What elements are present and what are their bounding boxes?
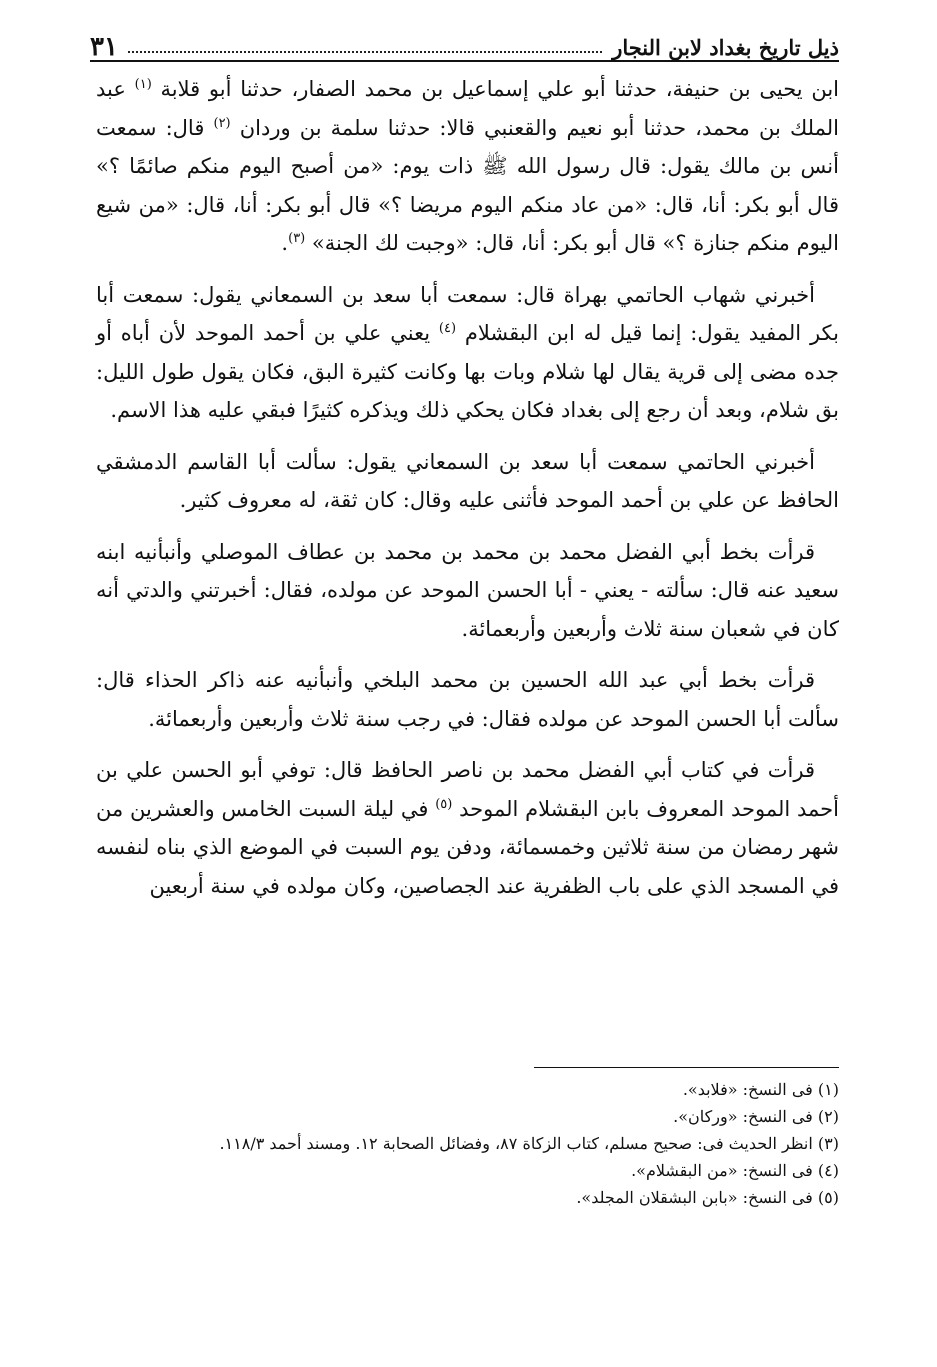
leader-dots xyxy=(128,51,602,53)
page-number: ٣١ xyxy=(90,32,118,62)
text-run: قال: سمعت أنس بن مالك يقول: قال رسول الله ﷺ ذات يوم: «من أصبح اليوم منكم صائمًا ؟» قال أبو بكر: أنا، قال: «من عاد منكم اليوم مريضا ؟» قال أبو بكر: أنا، قال: «من شيع اليوم منكم جنازة ؟» قال أبو بكر: أنا، قال: «وجبت لك الجنة» xyxy=(96,115,839,255)
footnote-marker: (٤) xyxy=(438,321,457,336)
text-run: يعني علي بن أحمد الموحد لأن أباه أو جده مضى إلى قرية يقال لها شلام وبات بها وكانت كثيرة البق، فكان يقول طول الليل: بق شلام، وبعد أن رجع إلى بغداد فكان يحكي ذلك ويذكره كثيرًا فبقي عليه هذا الاسم. xyxy=(96,321,839,422)
main-text xyxy=(96,70,839,918)
text-run: في ليلة السبت الخامس والعشرين من شهر رمضان من سنة ثلاثين وخمسمائة، ودفن يوم السبت في الموضع الذي بناه لنفسه في المسجد الذي على باب الظفرية عند الجصاصين، وكان مولده في سنة أربعين xyxy=(96,796,839,898)
paragraph xyxy=(96,276,839,430)
footnote: (٤) فى النسخ: «من البقشلام». xyxy=(631,1161,839,1180)
text-run: . xyxy=(281,231,289,255)
paragraph xyxy=(96,443,839,520)
footnote: (٣) انظر الحديث فى: صحيح مسلم، كتاب الزكاة ٨٧، وفضائل الصحابة ١٢. ومسند أحمد ١١٨/٣. xyxy=(219,1134,839,1153)
footnote-marker: (١) xyxy=(134,77,152,92)
text-run: قرأت في كتاب أبي الفضل محمد بن ناصر الحافظ قال: توفي أبو الحسن علي بن أحمد الموحد المعروف بابن البقشلام الموحد xyxy=(96,758,839,821)
footnote: (٥) فى النسخ: «بابن البشقلان المجلد». xyxy=(576,1188,839,1207)
footnotes xyxy=(96,1076,839,1211)
paragraph xyxy=(96,70,839,263)
text-run: عبد الملك بن محمد، حدثنا أبو نعيم والقعنبي قالا: حدثنا سلمة بن وردان xyxy=(96,77,839,140)
paragraph xyxy=(96,661,839,738)
footnote-marker: (٣) xyxy=(288,231,306,246)
footnote-separator xyxy=(534,1067,839,1068)
footnote: (٢) فى النسخ: «وركان». xyxy=(673,1107,839,1126)
text-run: قرأت بخط أبي عبد الله الحسين بن محمد البلخي وأنبأنيه عنه ذاكر الحذاء قال: سألت أبا الحسن الموحد عن مولده فقال: في رجب سنة ثلاث وأربعين وأربعمائة. xyxy=(96,668,839,731)
text-run: أخبرني شهاب الحاتمي بهراة قال: سمعت أبا سعد بن السمعاني يقول: سمعت أبا بكر المفيد يقول: إنما قيل له ابن البقشلام xyxy=(96,282,839,345)
footnote-marker: (٥) xyxy=(435,796,453,812)
text-run: أخبرني الحاتمي سمعت أبا سعد بن السمعاني يقول: سألت أبا القاسم الدمشقي الحافظ عن علي بن أحمد الموحد فأثنى عليه وقال: كان ثقة، له معروف كثير. xyxy=(96,449,839,512)
footnote: (١) فى النسخ: «فلابد». xyxy=(682,1080,839,1099)
running-title: ذيل تاريخ بغداد لابن النجار xyxy=(612,35,839,60)
paragraph xyxy=(96,751,839,905)
text-run: ابن يحيى بن حنيفة، حدثنا أبو علي إسماعيل بن محمد الصفار، حدثنا أبو قلابة xyxy=(151,77,839,101)
paragraph xyxy=(96,533,839,649)
running-header xyxy=(90,22,839,62)
footnote-marker: (٢) xyxy=(213,115,231,131)
text-run: قرأت بخط أبي الفضل محمد بن محمد بن محمد بن عطاف الموصلي وأنبأنيه ابنه سعيد عنه قال: سألته - يعني - أبا الحسن الموحد عن مولده، فقال: أخبرتني والدتي أنه كان في شعبان سنة ثلاث وأربعين وأربعمائة. xyxy=(96,539,839,641)
